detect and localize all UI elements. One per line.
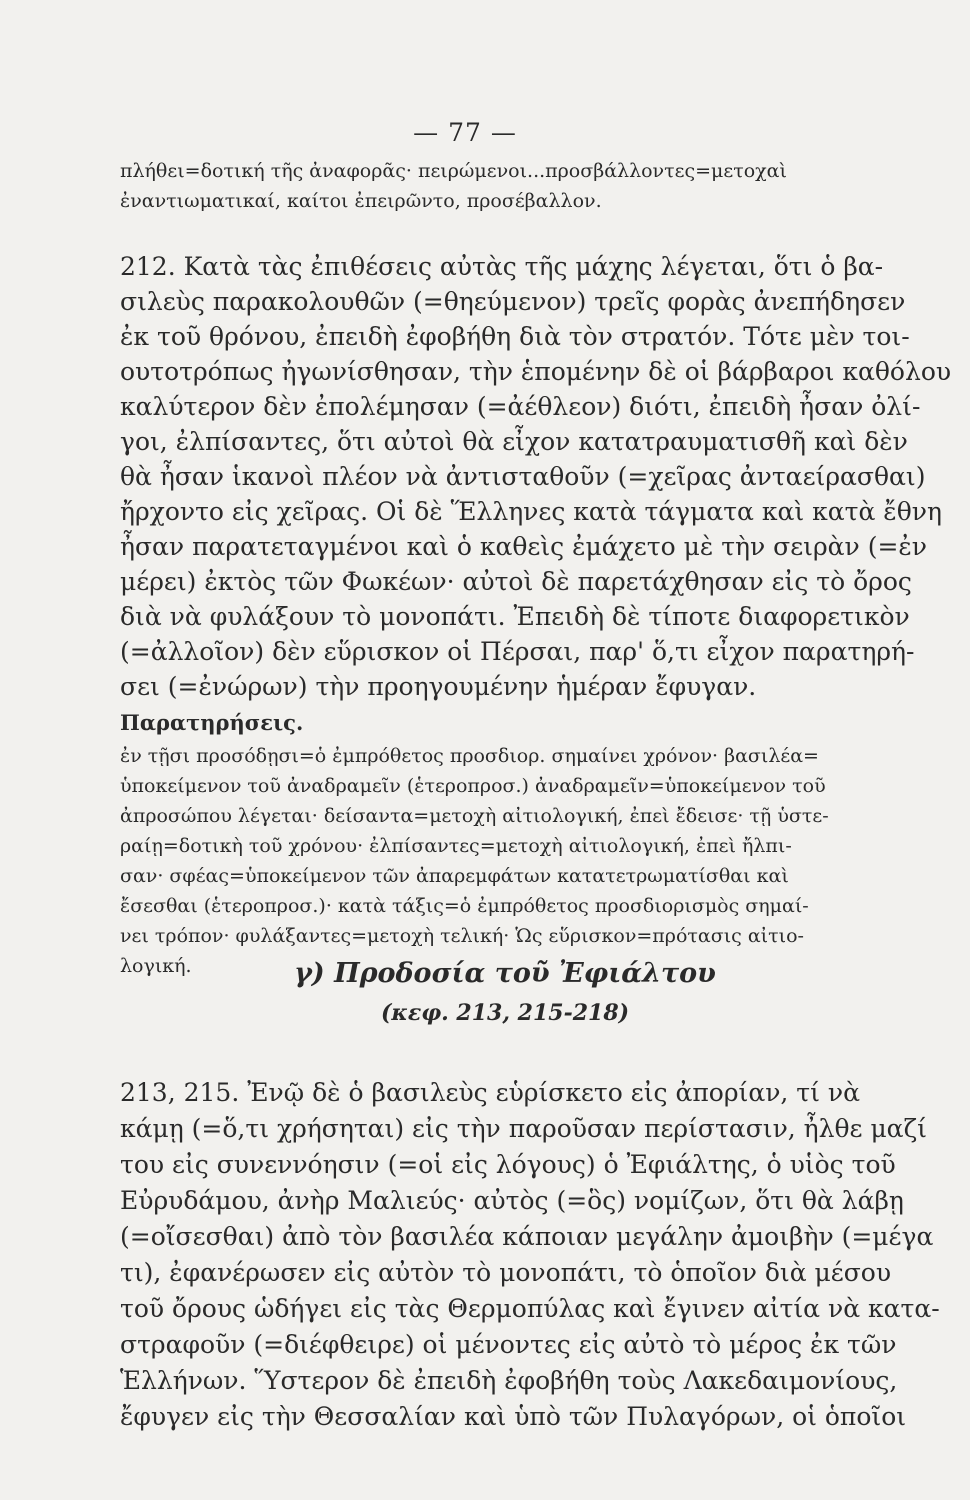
note-line: ἐναντιωματικαί, καίτοι ἐπειρῶντο, προσέβαλλον. <box>120 190 602 212</box>
text-line: γοι, ἐλπίσαντες, ὅτι αὐτοὶ θὰ εἶχον κατατραυματισθῆ καὶ δὲν <box>120 427 908 456</box>
text-line: στραφοῦν (=διέφθειρε) οἱ μένοντες εἰς αὐτὸ τὸ μέρος ἐκ τῶν <box>120 1330 897 1359</box>
remark-line: ἐν τῇσι προσόδῃσι=ὁ ἐμπρόθετος προσδιορ. σημαίνει χρόνον· βασιλέα= <box>120 745 819 767</box>
text-line: τι), ἐφανέρωσεν εἰς αὐτὸν τὸ μονοπάτι, τὸ ὁποῖον διὰ μέσου <box>120 1258 892 1287</box>
remark-line: λογική. <box>120 955 192 977</box>
remark-line: νει τρόπον· φυλάξαντες=μετοχὴ τελική· Ὡς εὕρισκον=πρότασις αἰτιο- <box>120 925 804 947</box>
remark-line: σαν· σφέας=ὑποκείμενον τῶν ἀπαρεμφάτων κατατετρωματίσθαι καὶ <box>120 865 789 887</box>
text-line: σιλεὺς παρακολουθῶν (=θηεύμενον) τρεῖς φορὰς ἀνεπήδησεν <box>120 287 906 316</box>
text-line: του εἰς συνεννόησιν (=οἱ εἰς λόγους) ὁ Ἐφιάλτης, ὁ υἱὸς τοῦ <box>120 1150 896 1179</box>
section-subheading: (κεφ. 213, 215-218) <box>380 1000 630 1026</box>
text-line: (=οἴσεσθαι) ἀπὸ τὸν βασιλέα κάποιαν μεγάλην ἀμοιβὴν (=μέγα <box>120 1222 934 1251</box>
text-line: θὰ ἦσαν ἱκανοὶ πλέον νὰ ἀντισταθοῦν (=χεῖρας ἀνταείρασθαι) <box>120 462 926 491</box>
page-number: — 77 — <box>413 118 517 147</box>
text-line: 212. Κατὰ τὰς ἐπιθέσεις αὐτὰς τῆς μάχης λέγεται, ὅτι ὁ βα- <box>120 252 884 281</box>
text-line: ουτοτρόπως ἠγωνίσθησαν, τὴν ἑπομένην δὲ οἱ βάρβαροι καθόλου <box>120 357 952 386</box>
text-line: μέρει) ἐκτὸς τῶν Φωκέων· αὐτοὶ δὲ παρετάχθησαν εἰς τὸ ὄρος <box>120 567 912 596</box>
text-line: τοῦ ὄρους ὡδήγει εἰς τὰς Θερμοπύλας καὶ ἔγινεν αἰτία νὰ κατα- <box>120 1294 940 1323</box>
remarks-title: Παρατηρήσεις. <box>120 710 304 735</box>
text-line: 213, 215. Ἐνῷ δὲ ὁ βασιλεὺς εὑρίσκετο εἰς ἀπορίαν, τί νὰ <box>120 1078 860 1107</box>
section-heading: γ) Προδοσία τοῦ Ἐφιάλτου <box>294 958 716 989</box>
note-line: πλήθει=δοτική τῆς ἀναφορᾶς· πειρώμενοι...προσβάλλοντες=μετοχαὶ <box>120 160 787 182</box>
text-line: Ἑλλήνων. Ὕστερον δὲ ἐπειδὴ ἐφοβήθη τοὺς Λακεδαιμονίους, <box>120 1366 898 1395</box>
remark-line: ὑποκείμενον τοῦ ἀναδραμεῖν (ἑτεροπροσ.) ἀναδραμεῖν=ὑποκείμενον τοῦ <box>120 775 826 797</box>
remark-line: ραίῃ=δοτικὴ τοῦ χρόνου· ἐλπίσαντες=μετοχὴ αἰτιολογική, ἐπεὶ ἤλπι- <box>120 835 792 857</box>
text-line: ἦσαν παρατεταγμένοι καὶ ὁ καθεὶς ἐμάχετο μὲ τὴν σειρὰν (=ἐν <box>120 532 928 561</box>
remark-line: ἔσεσθαι (ἑτεροπροσ.)· κατὰ τάξις=ὁ ἐμπρόθετος προσδιορισμὸς σημαί- <box>120 895 809 917</box>
text-line: σει (=ἐνώρων) τὴν προηγουμένην ἡμέραν ἔφυγαν. <box>120 672 757 701</box>
remark-line: ἀπροσώπου λέγεται· δείσαντα=μετοχὴ αἰτιολογική, ἐπεὶ ἔδεισε· τῇ ὑστε- <box>120 805 829 827</box>
text-line: καλύτερον δὲν ἐπολέμησαν (=ἀέθλεον) διότι, ἐπειδὴ ἦσαν ὀλί- <box>120 392 921 421</box>
text-line: διὰ νὰ φυλάξουν τὸ μονοπάτι. Ἐπειδὴ δὲ τίποτε διαφορετικὸν <box>120 602 910 631</box>
text-line: Εὐρυδάμου, ἀνὴρ Μαλιεύς· αὐτὸς (=ὃς) νομίζων, ὅτι θὰ λάβῃ <box>120 1186 904 1215</box>
text-line: (=ἀλλοῖον) δὲν εὕρισκον οἱ Πέρσαι, παρ' ὅ,τι εἶχον παρατηρή- <box>120 637 915 666</box>
text-line: κάμῃ (=ὅ,τι χρήσηται) εἰς τὴν παροῦσαν περίστασιν, ἦλθε μαζί <box>120 1114 927 1143</box>
text-line: ἐκ τοῦ θρόνου, ἐπειδὴ ἐφοβήθη διὰ τὸν στρατόν. Τότε μὲν τοι- <box>120 322 910 351</box>
text-line: ἤρχοντο εἰς χεῖρας. Οἱ δὲ Ἕλληνες κατὰ τάγματα καὶ κατὰ ἔθνη <box>120 497 942 526</box>
text-line: ἔφυγεν εἰς τὴν Θεσσαλίαν καὶ ὑπὸ τῶν Πυλαγόρων, οἱ ὁποῖοι <box>120 1402 907 1431</box>
